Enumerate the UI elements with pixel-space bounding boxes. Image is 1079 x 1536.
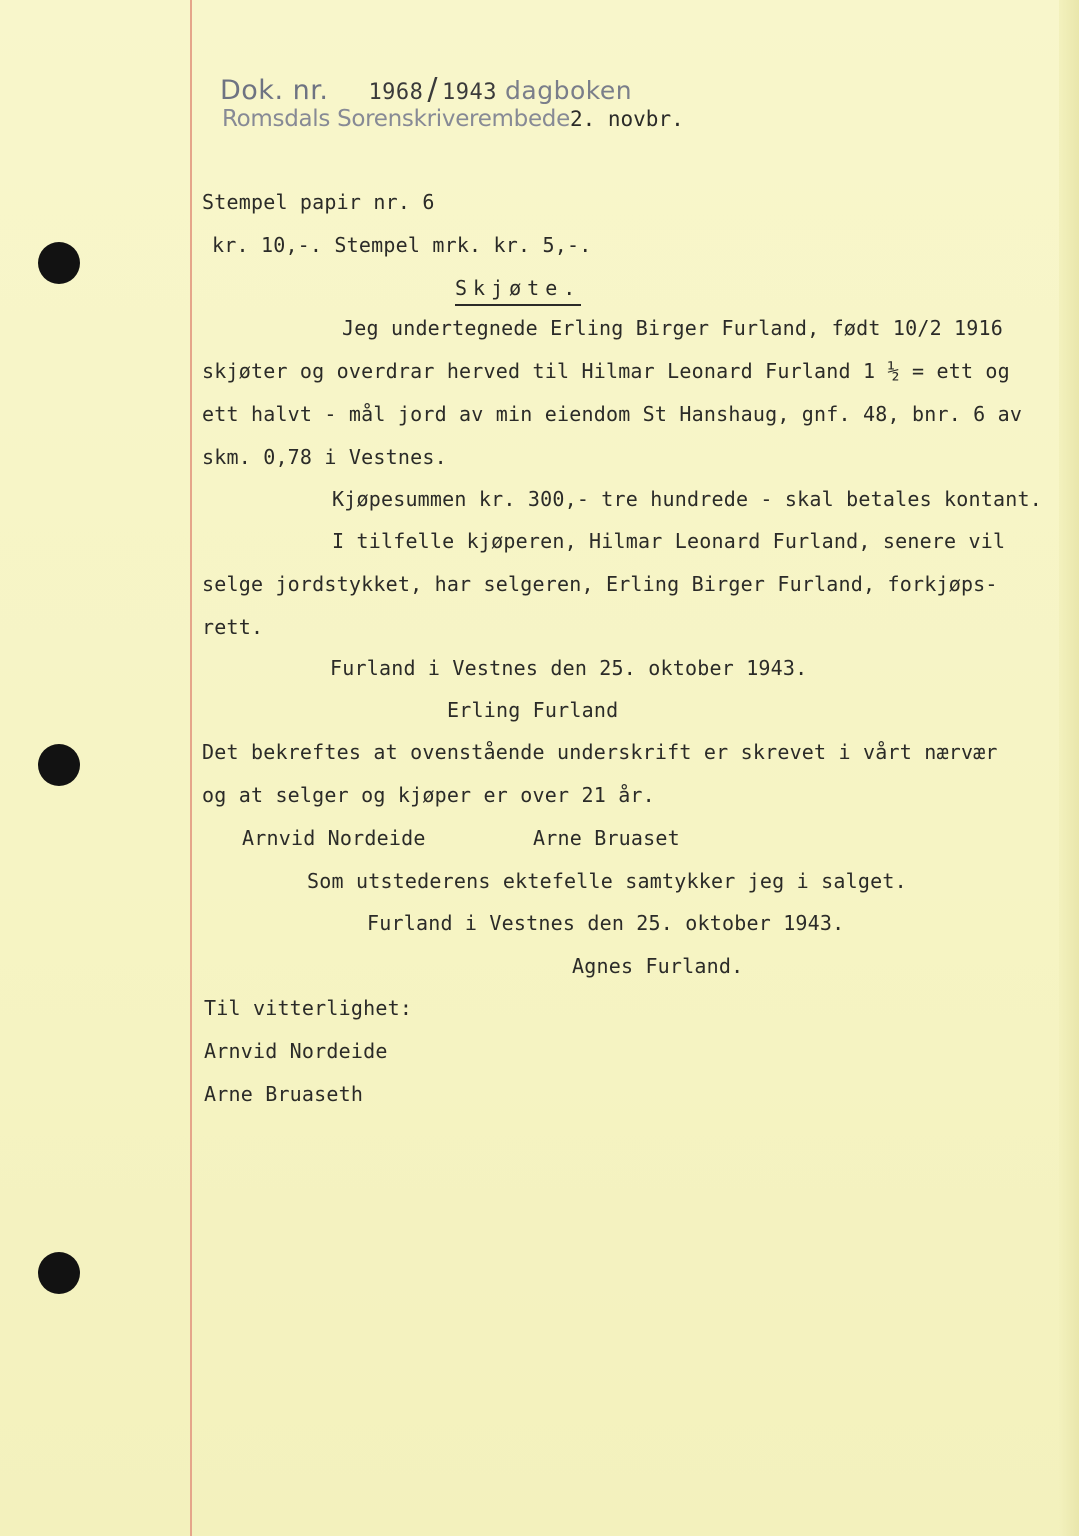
punch-hole xyxy=(38,744,80,786)
body-line: Kjøpesummen kr. 300,- tre hundrede - skal betales kontant. xyxy=(332,487,1042,511)
dok-number: 1968 xyxy=(368,80,424,105)
dagbok-label: dagboken xyxy=(505,76,633,105)
office-name: Romsdals Sorenskriverembede xyxy=(222,106,570,132)
seller-signature: Erling Furland xyxy=(447,698,619,722)
body-line: selge jordstykket, har selgeren, Erling Birger Furland, forkjøps- xyxy=(202,572,998,596)
body-line: Jeg undertegnede Erling Birger Furland, født 10/2 1916 xyxy=(342,316,1004,340)
margin-line xyxy=(190,0,192,1536)
body-line: I tilfelle kjøperen, Hilmar Leonard Furland, senere vil xyxy=(332,529,1006,553)
dok-year: 1943 xyxy=(442,80,498,105)
spouse-signature: Agnes Furland. xyxy=(572,954,744,978)
stamp-fee-line: kr. 10,-. Stempel mrk. kr. 5,-. xyxy=(212,233,592,257)
witness-statement: Det bekreftes at ovenstående underskrift er skrevet i vårt nærvær xyxy=(202,740,998,764)
office-stamp xyxy=(222,106,684,132)
witness-statement: og at selger og kjøper er over 21 år. xyxy=(202,783,655,807)
place-date-line: Furland i Vestnes den 25. oktober 1943. xyxy=(367,911,845,935)
document-title: Skjøte. xyxy=(455,276,581,306)
stamp-paper-line: Stempel papir nr. 6 xyxy=(202,190,435,214)
body-line: ett halvt - mål jord av min eiendom St Hanshaug, gnf. 48, bnr. 6 av xyxy=(202,402,1023,426)
registry-date: 2. novbr. xyxy=(569,107,684,131)
page-edge xyxy=(1059,0,1079,1536)
witness-signature: Arne Bruaset xyxy=(533,826,680,850)
place-date-line: Furland i Vestnes den 25. oktober 1943. xyxy=(330,656,808,680)
punch-hole xyxy=(38,1252,80,1294)
dok-label: Dok. nr. xyxy=(220,75,329,106)
body-line: rett. xyxy=(202,615,264,639)
body-line: skjøter og overdrar herved til Hilmar Leonard Furland 1 ½ = ett og xyxy=(202,359,1010,383)
registry-stamp xyxy=(220,72,632,107)
witness-name: Arnvid Nordeide xyxy=(204,1039,388,1063)
body-line: skm. 0,78 i Vestnes. xyxy=(202,445,447,469)
slash-glyph: / xyxy=(427,72,439,107)
witness-heading: Til vitterlighet: xyxy=(204,996,413,1020)
spouse-consent: Som utstederens ektefelle samtykker jeg i salget. xyxy=(307,869,907,893)
witness-signature: Arnvid Nordeide xyxy=(242,826,426,850)
punch-hole xyxy=(38,242,80,284)
witness-name: Arne Bruaseth xyxy=(204,1082,364,1106)
